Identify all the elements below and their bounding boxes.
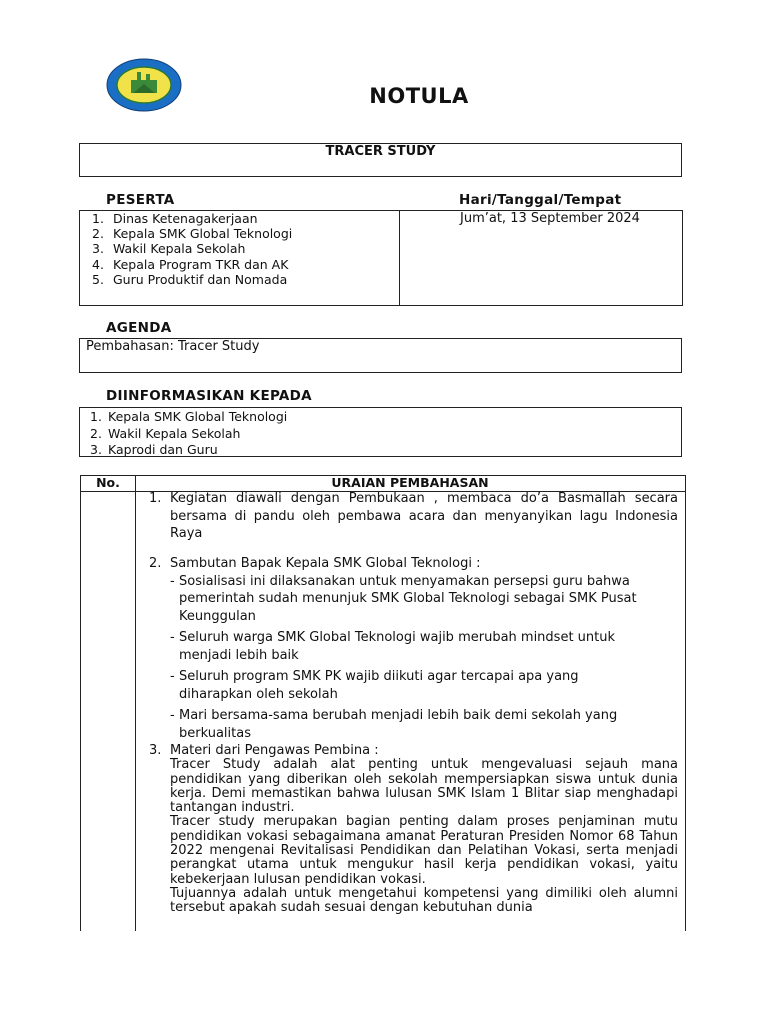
peserta-heading: PESERTA <box>106 192 175 208</box>
topic-title: TRACER STUDY <box>325 144 436 159</box>
item-number: 3. <box>149 743 162 758</box>
sambutan-list <box>149 573 679 743</box>
page-title: NOTULA <box>369 84 469 108</box>
paragraph: Tracer Study adalah alat penting untuk mengevaluasi sejauh mana pendidikan yang diberikan oleh sekolah mempersiapkan siswa untuk dunia kerja. Demi memastikan bahwa lulusan SMK Islam 1 Blitar siap menghadapi tantangan industri. <box>170 757 678 816</box>
uraian-item-2 <box>149 555 679 742</box>
list-item: 1. Dinas Ketenagakerjaan <box>92 211 258 226</box>
diinformasikan-heading: DIINFORMASIKAN KEPADA <box>106 388 312 404</box>
topic-box <box>79 143 682 177</box>
item-number: 1. <box>149 491 162 506</box>
item-number: 2. <box>149 556 162 571</box>
tempat-heading: Hari/Tanggal/Tempat <box>459 192 622 208</box>
date-value: Jum’at, 13 September 2024 <box>460 211 640 226</box>
list-item: - Seluruh warga SMK Global Teknologi wajib merubah mindset untuk menjadi lebih baik <box>170 630 616 663</box>
column-header-no: No. <box>96 475 120 490</box>
peserta-list <box>92 211 292 287</box>
uraian-item-1 <box>149 490 677 543</box>
uraian-table <box>80 475 686 931</box>
list-item: 3. Kaprodi dan Guru <box>90 442 218 457</box>
column-divider <box>399 211 400 305</box>
item-heading: Materi dari Pengawas Pembina : <box>170 743 379 758</box>
uraian-item-3 <box>149 744 679 916</box>
agenda-heading: AGENDA <box>106 320 172 336</box>
list-item: 3. Wakil Kepala Sekolah <box>92 241 246 257</box>
list-item: 4. Kepala Program TKR dan AK <box>92 256 289 272</box>
list-item: 2. Wakil Kepala Sekolah <box>90 425 241 441</box>
list-item: 5. Guru Produktif dan Nomada <box>92 271 288 287</box>
item-heading: Sambutan Bapak Kepala SMK Global Teknologi : <box>170 556 481 571</box>
item-text <box>170 758 678 915</box>
list-item: 2. Kepala SMK Global Teknologi <box>92 226 293 242</box>
paragraph: Tracer study merupakan bagian penting dalam proses penjaminan mutu pendidikan vokasi sebagaimana amanat Peraturan Presiden Nomor 68 Tahun 2022 mengenai Revitalisasi Pendidikan dan Pelatihan Vokasi, serta menjadi perangkat utama untuk mengukur hasil kerja pendidikan vokasi, yaitu kebekerjaan lulusan pendidikan vokasi. <box>170 814 678 887</box>
agenda-box <box>79 338 682 373</box>
diinformasikan-list <box>90 409 287 459</box>
column-header-uraian: URAIAN PEMBAHASAN <box>331 475 489 490</box>
item-text: Kegiatan diawali dengan Pembukaan , membaca do’a Basmallah secara bersama di pandu oleh pembawa acara dan menyanyikan lagu Indonesia Raya <box>170 491 678 541</box>
list-item: - Seluruh program SMK PK wajib diikuti agar tercapai apa yang diharapkan oleh sekolah <box>170 669 579 702</box>
paragraph: Tujuannya adalah untuk mengetahui kompetensi yang dimiliki oleh alumni tersebut apakah sudah sesuai dengan kebutuhan dunia <box>170 885 678 916</box>
diinformasikan-box <box>79 407 682 457</box>
list-item: - Sosialisasi ini dilaksanakan untuk menyamakan persepsi guru bahwa pemerintah sudah menunjuk SMK Global Teknologi sebagai SMK Pusat Keunggulan <box>170 573 637 624</box>
list-item: 1. Kepala SMK Global Teknologi <box>90 409 288 424</box>
column-divider <box>135 476 136 931</box>
agenda-value: Pembahasan: Tracer Study <box>86 339 260 354</box>
peserta-box <box>79 210 683 306</box>
list-item: - Mari bersama-sama berubah menjadi lebih baik demi sekolah yang berkualitas <box>170 708 618 741</box>
